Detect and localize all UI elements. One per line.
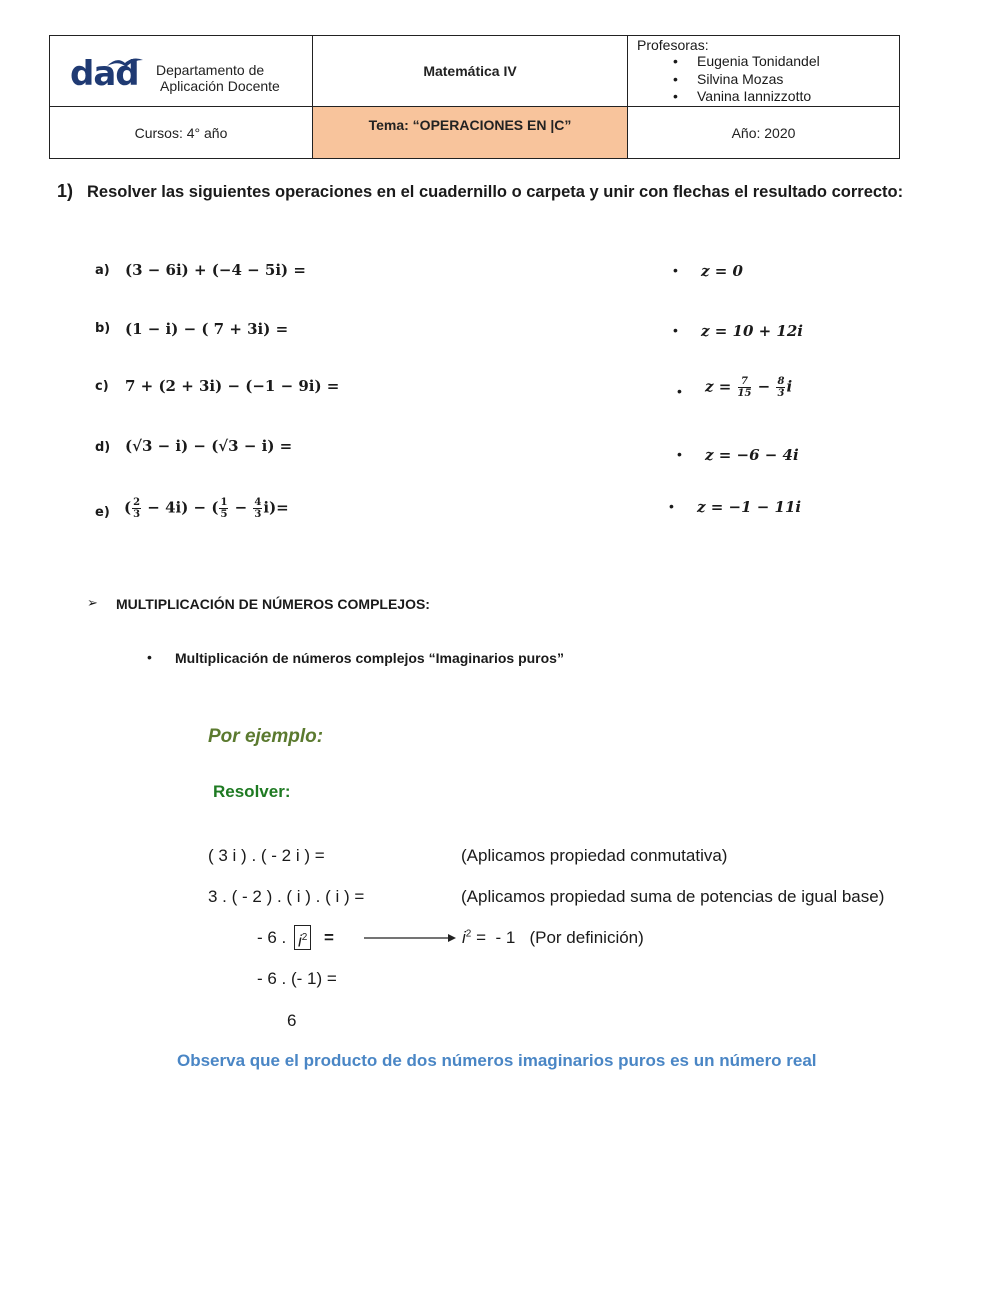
step-3-result: [462, 928, 644, 948]
fraction: [738, 376, 752, 399]
sub-bullet-icon: •: [147, 649, 152, 665]
teacher-item: • Silvina Mozas: [637, 71, 899, 89]
answer-bullet: •: [669, 498, 674, 514]
answer-2: z = 10 + 12i: [701, 322, 803, 340]
fraction-denominator: 3: [254, 509, 262, 520]
answer-part: i: [786, 377, 793, 396]
header-table: [49, 35, 900, 159]
expr-part: −: [229, 498, 253, 517]
answer-bullet: •: [673, 322, 678, 338]
fraction-numerator: 4: [254, 497, 262, 508]
teachers-list: [637, 53, 899, 106]
fraction-numerator: 2: [133, 497, 141, 508]
department-name: [156, 62, 280, 94]
item-label-e: e): [95, 505, 110, 520]
department-line-2: Aplicación Docente: [160, 78, 280, 94]
logo: dad: [70, 54, 139, 94]
expr-part: − 4i) − (: [142, 498, 219, 517]
boxed-i: i: [298, 931, 302, 951]
boxed-exponent: 2: [301, 932, 308, 943]
answer-3: [705, 376, 792, 399]
item-label-a: a): [95, 263, 110, 278]
section-heading: MULTIPLICACIÓN DE NÚMEROS COMPLEJOS:: [116, 596, 430, 612]
step-3-prefix: - 6 .: [257, 928, 287, 947]
item-expr-d: (√3 − i) − (√3 − i) =: [125, 437, 293, 455]
expr-part: (: [124, 498, 132, 517]
fraction-denominator: 3: [133, 509, 141, 520]
arrow-right-icon: [364, 932, 456, 944]
course: Cursos: 4° año: [134, 124, 228, 141]
item-expr-a: (3 − 6i) + (−4 − 5i) =: [125, 261, 306, 279]
step-3-equals: =: [324, 928, 334, 947]
expr-part: i)=: [263, 498, 289, 517]
exercise-number: 1): [57, 181, 74, 201]
answer-bullet: •: [673, 262, 678, 278]
answer-bullet: •: [677, 383, 682, 399]
item-label-b: b): [95, 321, 111, 336]
result-text: = - 1 (Por definición): [476, 928, 644, 947]
year: Año: 2020: [731, 124, 796, 141]
teacher-item: • Vanina Iannizzotto: [637, 88, 899, 106]
fraction-numerator: 1: [220, 497, 228, 508]
teachers-cell: [637, 37, 899, 106]
answer-bullet: •: [677, 446, 682, 462]
step-1-right: (Aplicamos propiedad conmutativa): [461, 846, 728, 865]
step-2-left: 3 . ( - 2 ) . ( i ) . ( i ) =: [208, 887, 365, 906]
teacher-item: • Eugenia Tonidandel: [637, 53, 899, 71]
arrow-bullet-icon: ➢: [87, 595, 98, 610]
answer-4: z = −6 − 4i: [705, 446, 799, 464]
boxed-i-squared: [294, 925, 311, 950]
step-5: 6: [287, 1011, 297, 1030]
item-expr-e: [124, 497, 289, 520]
item-label-c: c): [95, 379, 109, 394]
subject: Matemática IV: [423, 63, 517, 79]
department-line-1: Departamento de: [156, 62, 265, 78]
exercise-instruction: Resolver las siguientes operaciones en el cuadernillo o carpeta y unir con flechas el resultado correcto:: [87, 183, 904, 201]
topic: Tema: “OPERACIONES EN |C”: [313, 107, 627, 158]
answer-1: z = 0: [701, 262, 743, 280]
fraction: [219, 497, 228, 520]
step-4: - 6 . (- 1) =: [257, 969, 337, 988]
answer-part: z =: [705, 377, 737, 396]
fraction-denominator: 3: [777, 388, 785, 399]
result-exponent: 2: [465, 928, 472, 940]
fraction-denominator: 5: [220, 509, 228, 520]
fraction: [132, 497, 141, 520]
fraction-numerator: 7: [738, 376, 752, 388]
step-2-right: (Aplicamos propiedad suma de potencias de igual base): [461, 887, 885, 906]
step-1-left: ( 3 i ) . ( - 2 i ) =: [208, 846, 325, 865]
result-i: i: [462, 928, 466, 947]
sub-heading: Multiplicación de números complejos “Imaginarios puros”: [175, 650, 564, 666]
item-expr-c: 7 + (2 + 3i) − (−1 − 9i) =: [125, 377, 340, 395]
fraction-numerator: 8: [777, 376, 785, 387]
logo-cell: [50, 36, 312, 106]
example-label: Por ejemplo:: [208, 726, 324, 747]
resolver-label: Resolver:: [213, 782, 291, 801]
item-label-d: d): [95, 440, 111, 455]
item-expr-b: (1 − i) − ( 7 + 3i) =: [125, 320, 289, 338]
fraction: [776, 376, 785, 399]
fraction-denominator: 15: [737, 388, 752, 399]
fraction: [253, 497, 262, 520]
observation: Observa que el producto de dos números imaginarios puros es un número real: [177, 1051, 817, 1070]
answer-5: z = −1 − 11i: [697, 498, 802, 516]
teachers-label: Profesoras:: [637, 37, 709, 53]
answer-part: −: [752, 377, 776, 396]
